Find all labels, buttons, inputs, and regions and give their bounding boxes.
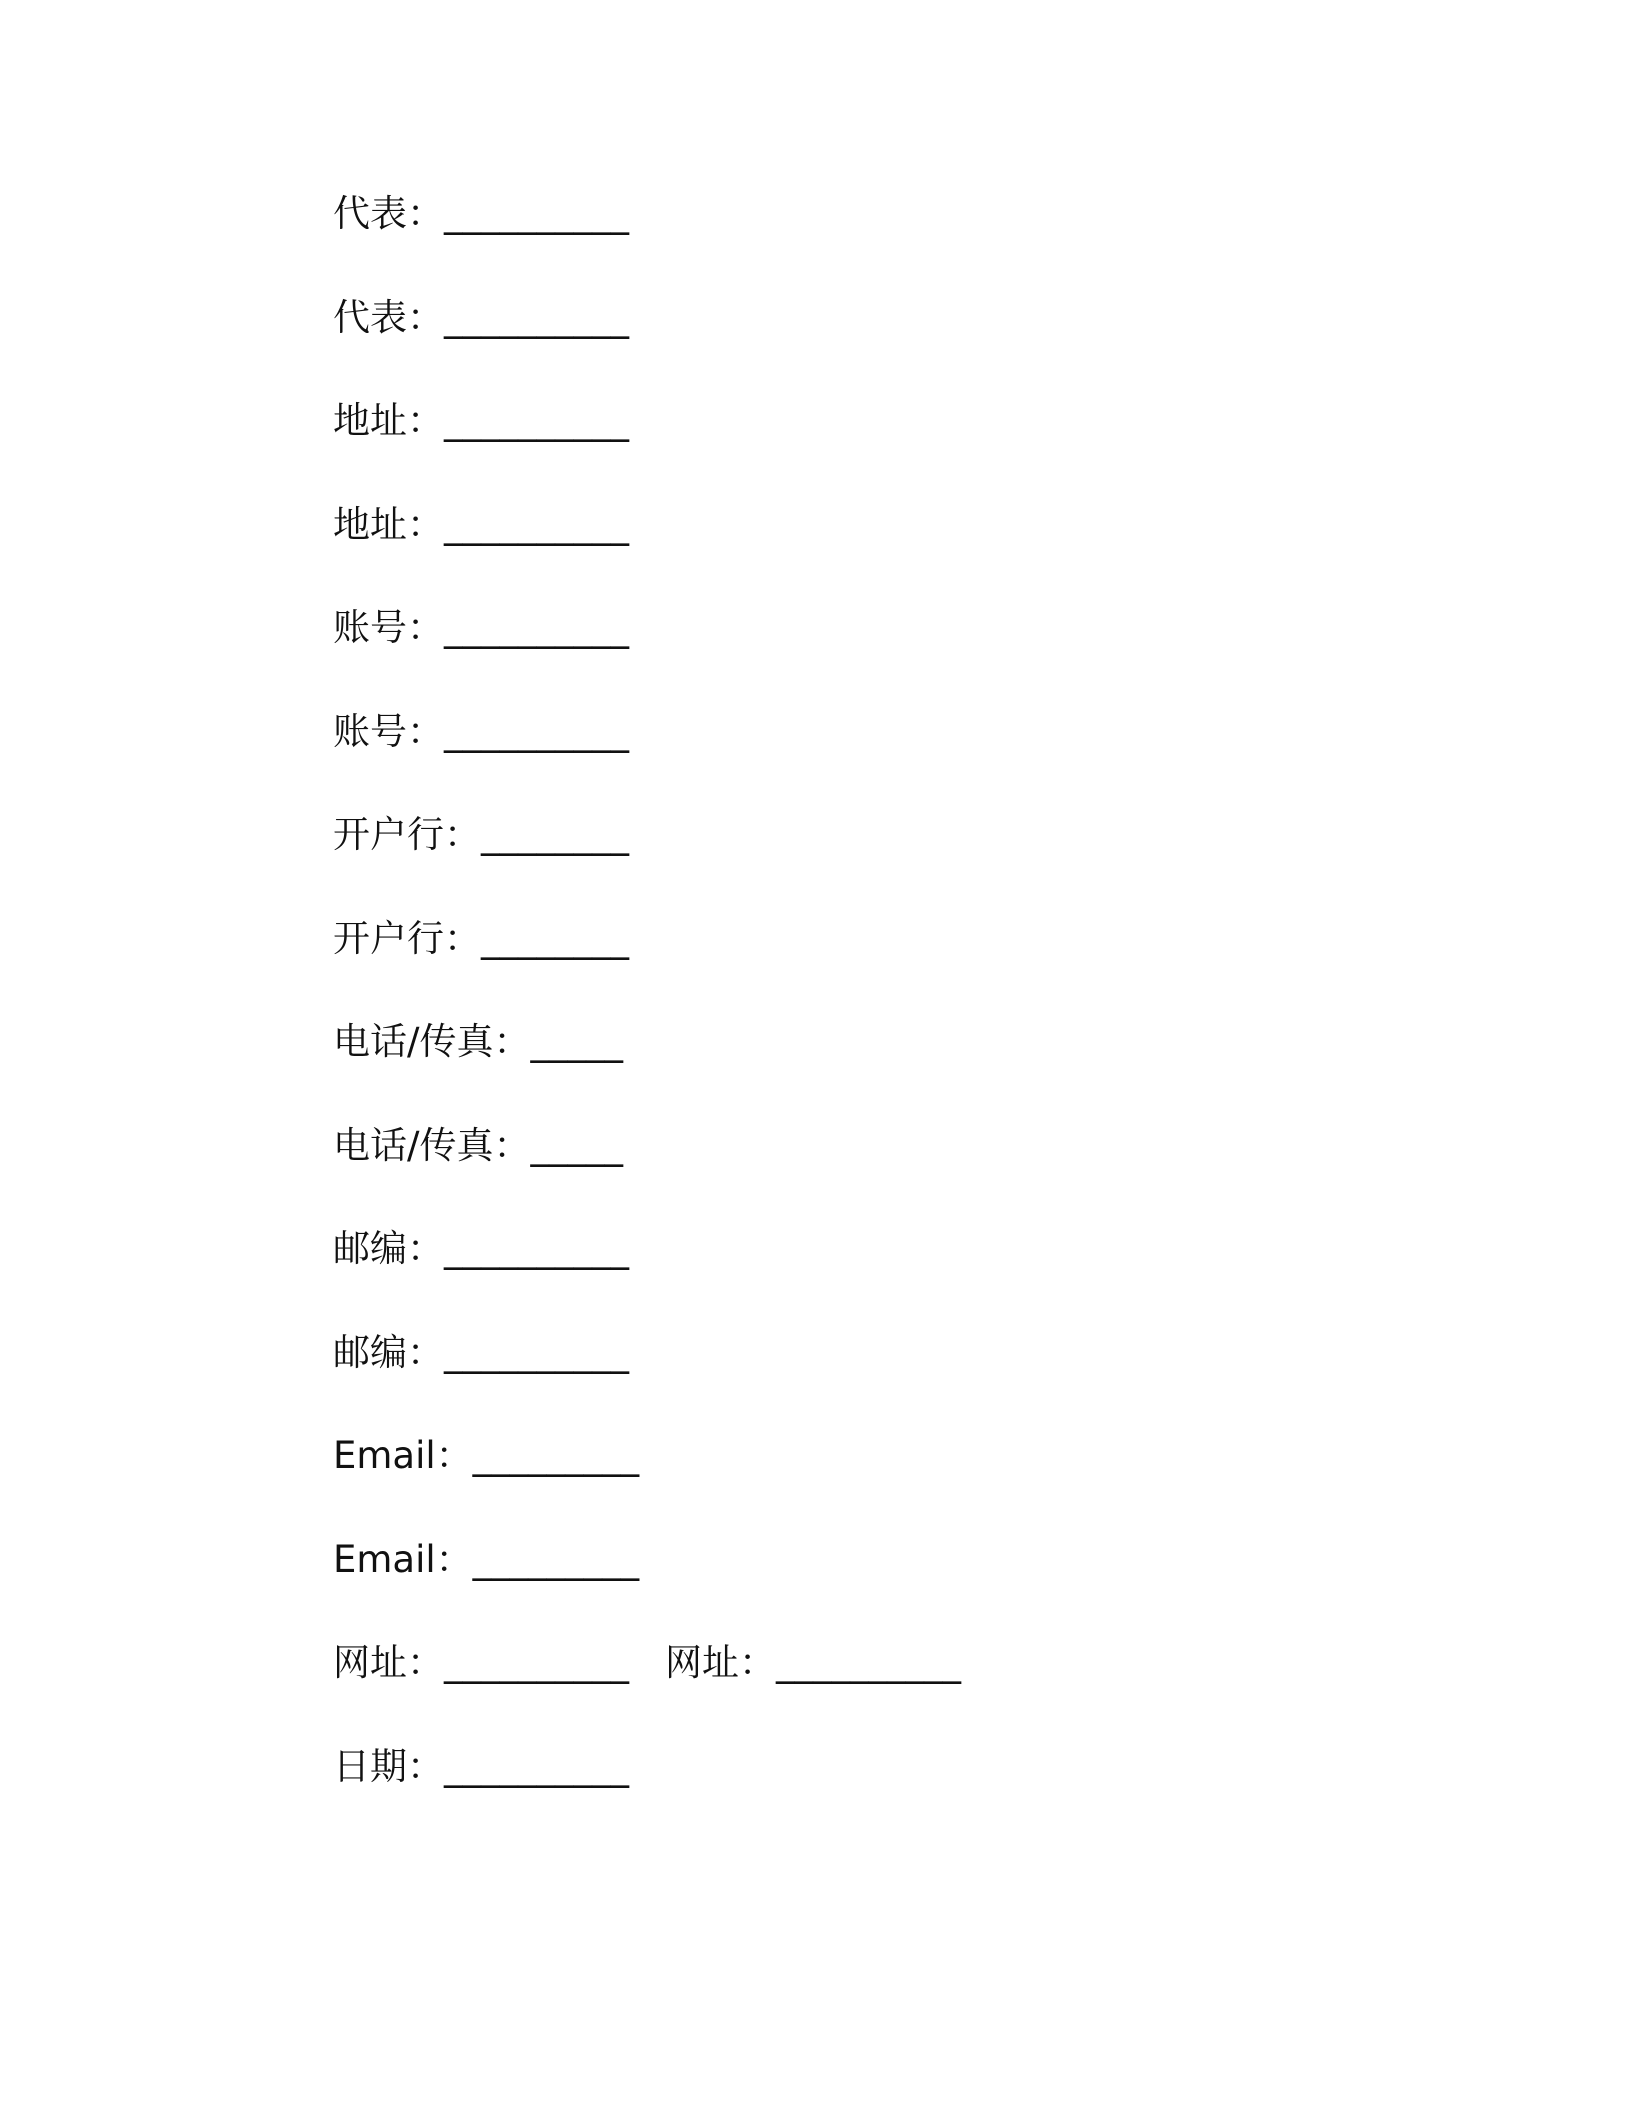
bank-line-2: 开户行：________ bbox=[333, 916, 629, 960]
representative-line-2: 代表：__________ bbox=[333, 295, 629, 339]
email-line-1: Email：_________ bbox=[333, 1434, 640, 1477]
account-number-line-2: 账号：__________ bbox=[333, 709, 629, 753]
website-line bbox=[333, 1639, 1433, 1743]
date-line: 日期：__________ bbox=[333, 1744, 629, 1788]
website-right-field: 网址：__________ bbox=[665, 1641, 961, 1684]
account-number-line-1: 账号：__________ bbox=[333, 606, 629, 649]
address-line-2: 地址：__________ bbox=[333, 502, 629, 546]
representative-line-1: 代表：__________ bbox=[333, 192, 629, 235]
phone-fax-line-2: 电话/传真：_____ bbox=[333, 1123, 623, 1167]
signature-block bbox=[333, 190, 1433, 1846]
email-line-2: Email：_________ bbox=[333, 1537, 640, 1581]
bank-line-1: 开户行：________ bbox=[333, 813, 629, 856]
postal-code-line-2: 邮编：__________ bbox=[333, 1330, 629, 1374]
postal-code-line-1: 邮编：__________ bbox=[333, 1227, 629, 1270]
website-left-field: 网址：__________ bbox=[333, 1641, 629, 1684]
address-line-1: 地址：__________ bbox=[333, 399, 629, 442]
phone-fax-line-1: 电话/传真：_____ bbox=[333, 1020, 623, 1063]
